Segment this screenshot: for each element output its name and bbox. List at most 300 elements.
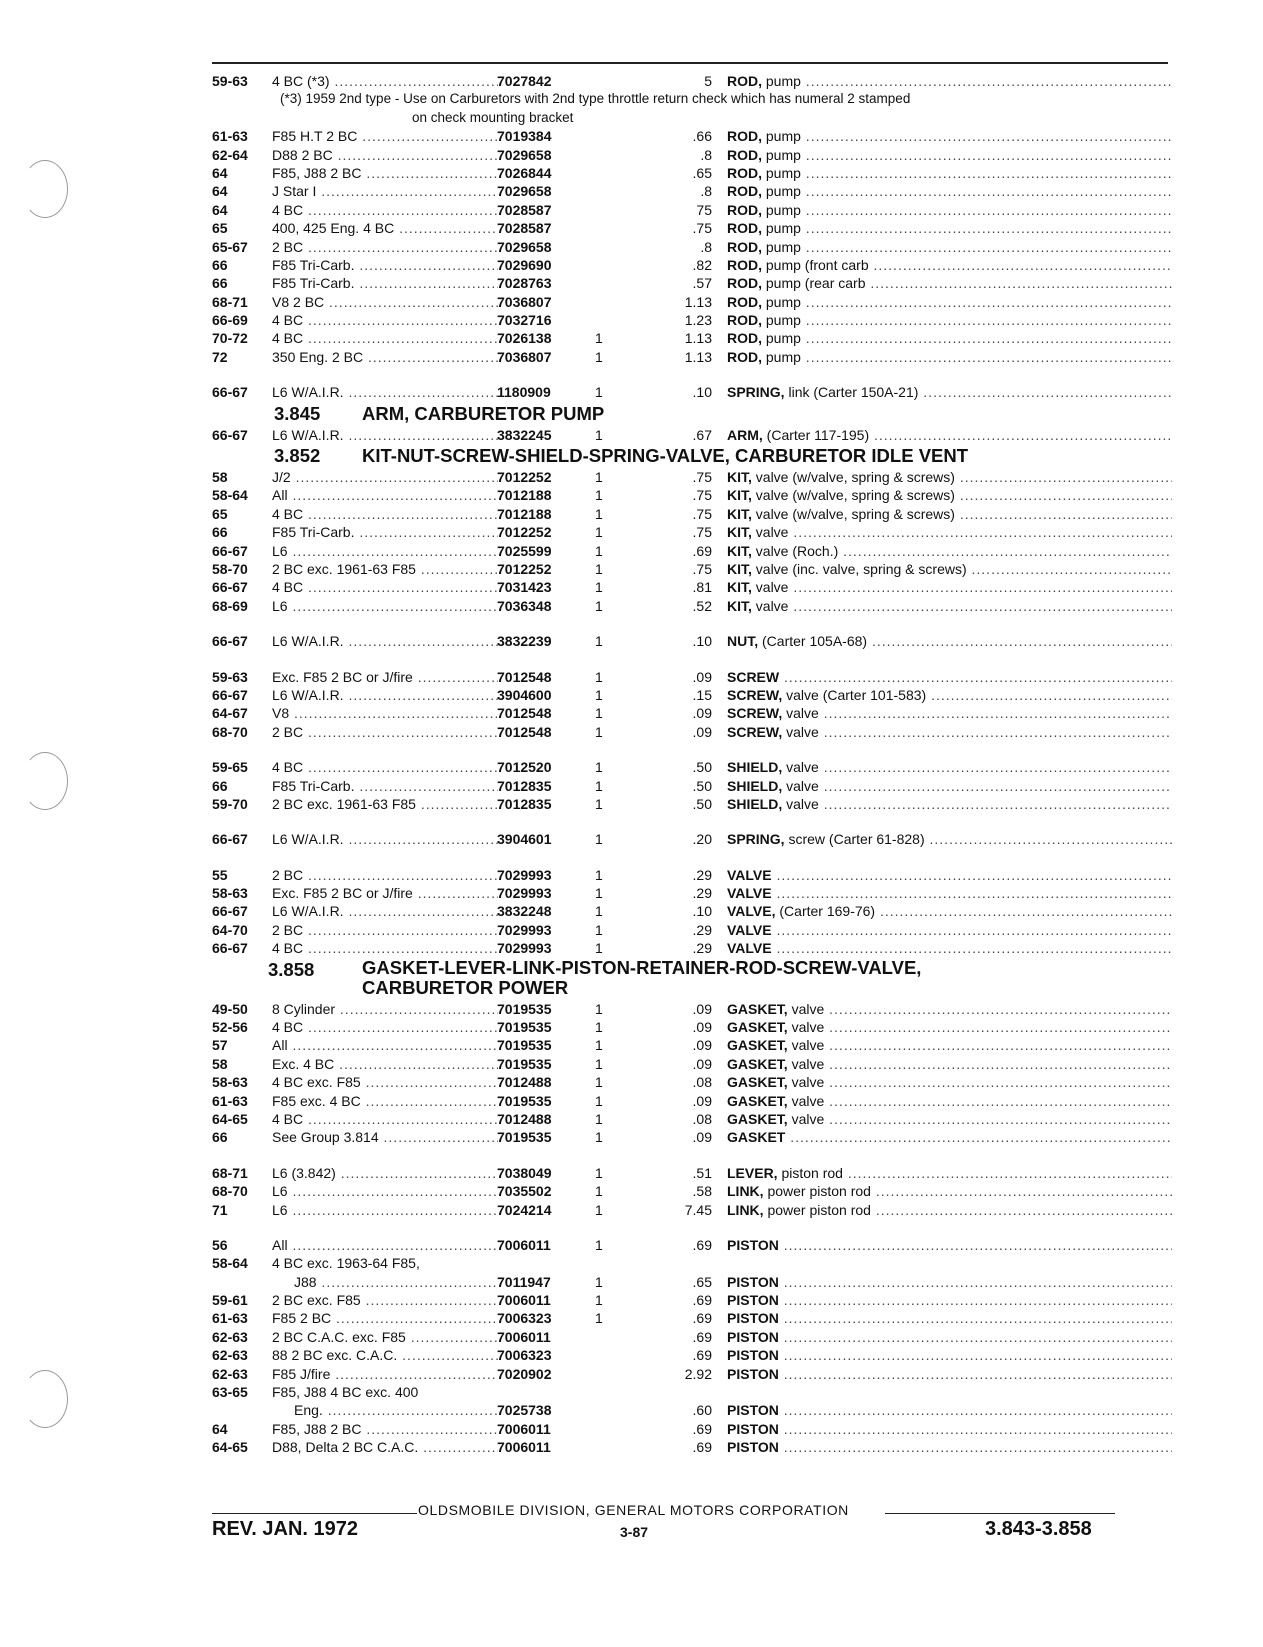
price: .29	[692, 866, 712, 883]
model-years: 66-67	[212, 384, 248, 401]
quantity: 1	[595, 921, 603, 938]
description	[727, 1365, 1172, 1383]
part-name: VALVE	[727, 885, 772, 902]
model-years: 65-67	[212, 238, 248, 255]
model-years: 71	[212, 1201, 228, 1218]
application: 2 BC C.A.C. exc. F85 .....	[272, 1328, 498, 1346]
description	[727, 329, 1172, 347]
rod-pump-group	[212, 72, 1172, 366]
part-row	[212, 1273, 1172, 1291]
description	[727, 1182, 1172, 1200]
part-name: GASKET,	[727, 1092, 788, 1109]
model-years: 62-63	[212, 1347, 248, 1364]
part-name: ROD,	[727, 312, 762, 329]
application: F85 Tri-Carb. .....	[272, 256, 498, 274]
part-number: 7020902	[497, 1365, 552, 1382]
part-row	[212, 795, 1172, 813]
description	[727, 468, 1172, 486]
part-number: 7029690	[497, 256, 552, 273]
application: Eng. .....	[272, 1401, 498, 1419]
part-row	[212, 1201, 1172, 1219]
part-row	[212, 1383, 1172, 1401]
model-years: 68-71	[212, 1164, 248, 1181]
price: .81	[692, 579, 712, 596]
part-number: 3832239	[497, 633, 552, 650]
application: J/2 .....	[272, 468, 498, 486]
description	[727, 939, 1172, 957]
model-years: 58-64	[212, 1255, 248, 1272]
part-row	[212, 866, 1172, 884]
part-row	[212, 578, 1172, 596]
model-years: 58-64	[212, 487, 248, 504]
part-name: PISTON	[727, 1310, 779, 1327]
model-years: 68-70	[212, 723, 248, 740]
model-years: 61-63	[212, 1310, 248, 1327]
application: F85, J88 2 BC .....	[272, 1420, 498, 1438]
part-row	[212, 686, 1172, 704]
application: 4 BC (*3) .....	[272, 72, 498, 90]
part-name: PISTON	[727, 1439, 779, 1456]
footer-corporation: OLDSMOBILE DIVISION, GENERAL MOTORS CORPORATION	[418, 1502, 849, 1518]
application: L6 W/A.I.R. .....	[272, 426, 498, 444]
price: 1.23	[684, 312, 712, 329]
application: 2 BC .....	[272, 723, 498, 741]
model-years: 66-69	[212, 312, 248, 329]
application: 4 BC .....	[272, 939, 498, 957]
punch-hole	[22, 1370, 68, 1428]
description	[727, 1000, 1172, 1018]
part-detail: power piston rod	[763, 1183, 871, 1200]
price: .09	[692, 723, 712, 740]
application: F85 Tri-Carb. .....	[272, 777, 498, 795]
price: .09	[692, 1037, 712, 1054]
part-number: 7024214	[497, 1201, 552, 1218]
part-name: ROD,	[727, 256, 762, 273]
model-years: 66	[212, 256, 228, 273]
price: .50	[692, 795, 712, 812]
footer-rule	[212, 1513, 417, 1514]
part-row	[212, 1420, 1172, 1438]
part-number: 7012835	[497, 795, 552, 812]
price: .8	[700, 183, 712, 200]
part-detail: pump	[762, 73, 801, 89]
price: .65	[692, 164, 712, 181]
price: .8	[700, 146, 712, 163]
part-name: VALVE	[727, 921, 772, 938]
part-number: 7035502	[497, 1183, 552, 1200]
part-row	[212, 293, 1172, 311]
part-row	[212, 238, 1172, 256]
price: 7.45	[684, 1201, 712, 1218]
nut-group	[212, 632, 1172, 650]
description	[727, 486, 1172, 504]
description	[727, 1291, 1172, 1309]
part-name: NUT,	[727, 633, 759, 650]
part-row	[212, 127, 1172, 145]
application: 350 Eng. 2 BC .....	[272, 348, 498, 366]
description	[727, 1328, 1172, 1346]
part-name: KIT,	[727, 542, 752, 559]
application: 4 BC exc. F85 .....	[272, 1073, 498, 1091]
model-years: 66-67	[212, 831, 248, 848]
part-detail: valve	[787, 1019, 825, 1036]
description	[727, 1018, 1172, 1036]
price: .69	[692, 1420, 712, 1437]
application: F85 Tri-Carb. .....	[272, 274, 498, 292]
application: 2 BC exc. 1961-63 F85 .....	[272, 560, 498, 578]
quantity: 1	[595, 668, 603, 685]
part-row	[212, 72, 1172, 90]
price: .29	[692, 940, 712, 957]
part-row	[212, 201, 1172, 219]
application: Exc. F85 2 BC or J/fire .....	[272, 884, 498, 902]
price: .82	[692, 256, 712, 273]
price: .09	[692, 1092, 712, 1109]
part-name: SHIELD,	[727, 795, 783, 812]
part-row	[212, 1164, 1172, 1182]
model-years: 66-67	[212, 903, 248, 920]
description	[727, 542, 1172, 560]
part-detail: pump	[762, 238, 801, 255]
price: .09	[692, 668, 712, 685]
part-detail: valve	[751, 597, 789, 614]
part-detail: pump	[762, 330, 801, 347]
description	[727, 1309, 1172, 1327]
part-detail: pump	[762, 312, 801, 329]
part-row	[212, 758, 1172, 776]
description	[727, 72, 1172, 90]
part-number: 7036348	[497, 597, 552, 614]
price: .66	[692, 128, 712, 145]
part-row	[212, 1254, 1172, 1272]
description	[727, 597, 1172, 615]
model-years: 59-70	[212, 795, 248, 812]
shield-group	[212, 758, 1172, 813]
part-name: PISTON	[727, 1420, 779, 1437]
quantity: 1	[595, 686, 603, 703]
quantity: 1	[595, 1092, 603, 1109]
part-name: PISTON	[727, 1328, 779, 1345]
screw-group	[212, 668, 1172, 742]
quantity: 1	[595, 1037, 603, 1054]
part-number: 7012488	[497, 1074, 552, 1091]
part-name: PISTON	[727, 1273, 779, 1290]
application: L6 W/A.I.R. .....	[272, 383, 498, 401]
part-name: ROD,	[727, 348, 762, 365]
part-row	[212, 146, 1172, 164]
application: L6 W/A.I.R. .....	[272, 686, 498, 704]
part-name: GASKET,	[727, 1055, 788, 1072]
part-number: 7006011	[497, 1236, 551, 1253]
price: .58	[692, 1183, 712, 1200]
description	[727, 1273, 1172, 1291]
part-name: SCREW,	[727, 705, 783, 722]
part-row	[212, 1309, 1172, 1327]
description	[727, 1164, 1172, 1182]
application: L6 .....	[272, 1201, 498, 1219]
model-years: 59-61	[212, 1292, 248, 1309]
application: 4 BC .....	[272, 1110, 498, 1128]
part-detail: valve	[787, 1037, 825, 1054]
part-row	[212, 468, 1172, 486]
application: 2 BC .....	[272, 238, 498, 256]
price: .09	[692, 1129, 712, 1146]
part-row	[212, 426, 1172, 444]
part-number: 7012488	[497, 1110, 552, 1127]
model-years: 57	[212, 1037, 228, 1054]
model-years: 66-67	[212, 542, 248, 559]
part-number: 7006011	[497, 1292, 551, 1309]
description	[727, 777, 1172, 795]
price: .8	[700, 238, 712, 255]
part-name: ROD,	[727, 238, 762, 255]
model-years: 66	[212, 1129, 228, 1146]
part-row	[212, 256, 1172, 274]
quantity: 1	[595, 1055, 603, 1072]
part-detail: valve	[751, 579, 789, 596]
part-number: 3904600	[497, 686, 552, 703]
footnote-line: (*3) 1959 2nd type - Use on Carburetors with 2nd type throttle return check which has numeral 2 stamped	[280, 91, 911, 107]
application: 8 Cylinder .....	[272, 1000, 498, 1018]
price: .60	[692, 1402, 712, 1419]
application: F85, J88 2 BC .....	[272, 164, 498, 182]
application: F85 exc. 4 BC .....	[272, 1092, 498, 1110]
application: D88, Delta 2 BC C.A.C. .....	[272, 1438, 498, 1456]
part-row	[212, 164, 1172, 182]
part-detail: valve	[782, 705, 819, 722]
description	[727, 1401, 1172, 1419]
model-years: 66-67	[212, 633, 248, 650]
part-name: ARM,	[727, 426, 763, 443]
model-years: 64	[212, 1420, 228, 1437]
part-row	[212, 505, 1172, 523]
part-number: 7027842	[497, 73, 552, 89]
price: .08	[692, 1074, 712, 1091]
valve-group	[212, 866, 1172, 958]
part-row	[212, 542, 1172, 560]
description	[727, 164, 1172, 182]
description	[727, 383, 1172, 401]
part-row	[212, 1073, 1172, 1091]
model-years: 58-63	[212, 885, 248, 902]
description	[727, 632, 1172, 650]
part-detail: link (Carter 150A-21)	[784, 384, 919, 401]
section-title: KIT-NUT-SCREW-SHIELD-SPRING-VALVE, CARBURETOR IDLE VENT	[362, 445, 969, 467]
price: .09	[692, 705, 712, 722]
part-number: 7012548	[497, 723, 552, 740]
part-number: 7012252	[497, 469, 552, 486]
quantity: 1	[595, 705, 603, 722]
application: L6 (3.842) .....	[272, 1164, 498, 1182]
section-title: ARM, CARBURETOR PUMP	[362, 402, 605, 424]
model-years: 64-65	[212, 1439, 248, 1456]
description	[727, 146, 1172, 164]
part-row	[212, 1128, 1172, 1146]
quantity: 1	[595, 777, 603, 794]
application: F85 H.T 2 BC .....	[272, 127, 498, 145]
part-name: ROD,	[727, 201, 762, 218]
part-number: 7006323	[497, 1347, 552, 1364]
application: D88 2 BC .....	[272, 146, 498, 164]
section-header-3-845	[212, 402, 1172, 426]
part-row	[212, 902, 1172, 920]
part-number: 7012548	[497, 668, 552, 685]
quantity: 1	[595, 505, 603, 522]
part-row	[212, 182, 1172, 200]
application: 4 BC .....	[272, 311, 498, 329]
application: Exc. 4 BC .....	[272, 1055, 498, 1073]
part-row	[212, 632, 1172, 650]
part-number: 7006011	[497, 1328, 551, 1345]
part-name: GASKET,	[727, 1000, 788, 1017]
part-detail: valve (w/valve, spring & screws)	[751, 505, 955, 522]
part-number: 7019535	[497, 1000, 552, 1017]
application: L6 W/A.I.R. .....	[272, 632, 498, 650]
description	[727, 1073, 1172, 1091]
part-detail: pump (rear carb	[762, 275, 866, 292]
description	[727, 884, 1172, 902]
part-row	[212, 704, 1172, 722]
description	[727, 1346, 1172, 1364]
description	[727, 902, 1172, 920]
part-row	[212, 939, 1172, 957]
quantity: 1	[595, 795, 603, 812]
model-years: 66	[212, 524, 228, 541]
part-row	[212, 1346, 1172, 1364]
description	[727, 723, 1172, 741]
quantity: 1	[595, 348, 603, 365]
model-years: 64	[212, 201, 228, 218]
section-title	[362, 958, 921, 998]
part-detail: valve (Carter 101-583)	[782, 686, 927, 703]
description	[727, 830, 1172, 848]
part-name: KIT,	[727, 560, 752, 577]
description	[727, 505, 1172, 523]
quantity: 1	[595, 597, 603, 614]
part-name: SHIELD,	[727, 759, 783, 776]
section-title-line-2: CARBURETOR POWER	[362, 976, 569, 998]
model-years: 64	[212, 164, 228, 181]
quantity: 1	[595, 1292, 603, 1309]
footer-rule	[885, 1513, 1115, 1514]
quantity: 1	[595, 1110, 603, 1127]
price: .75	[692, 560, 712, 577]
part-row	[212, 1092, 1172, 1110]
model-years: 62-63	[212, 1328, 248, 1345]
model-years: 61-63	[212, 128, 248, 145]
price: 1.13	[684, 348, 712, 365]
part-number: 7028587	[497, 201, 552, 218]
part-number: 7029993	[497, 885, 552, 902]
model-years: 56	[212, 1236, 228, 1253]
price: .69	[692, 1292, 712, 1309]
part-number: 7029993	[497, 940, 552, 957]
part-number: 7026138	[497, 330, 552, 347]
part-number: 7036807	[497, 348, 552, 365]
part-number: 7012252	[497, 524, 552, 541]
part-row	[212, 486, 1172, 504]
part-detail: valve (w/valve, spring & screws)	[751, 469, 955, 486]
price: .15	[692, 686, 712, 703]
description	[727, 1420, 1172, 1438]
arm-group	[212, 426, 1172, 444]
description	[727, 274, 1172, 292]
part-name: ROD,	[727, 220, 762, 237]
part-row	[212, 1401, 1172, 1419]
part-detail: valve (inc. valve, spring & screws)	[751, 560, 967, 577]
part-number: 3904601	[497, 831, 552, 848]
part-number: 7012520	[497, 759, 552, 776]
quantity: 1	[595, 1201, 603, 1218]
spring-screw-group	[212, 830, 1172, 848]
model-years: 58-70	[212, 560, 248, 577]
model-years: 52-56	[212, 1019, 248, 1036]
model-years: 59-65	[212, 759, 248, 776]
part-detail: power piston rod	[763, 1201, 871, 1218]
part-row	[212, 1000, 1172, 1018]
quantity: 1	[595, 1019, 603, 1036]
part-name: ROD,	[727, 128, 762, 145]
application: J88 .....	[272, 1273, 498, 1291]
model-years: 66	[212, 777, 228, 794]
model-years: 66	[212, 275, 228, 292]
part-number: 7028763	[497, 275, 552, 292]
part-detail: pump	[762, 293, 801, 310]
part-detail: pump	[762, 183, 801, 200]
part-detail: pump (front carb	[762, 256, 869, 273]
quantity: 1	[595, 469, 603, 486]
price: .08	[692, 1110, 712, 1127]
part-name: SHIELD,	[727, 777, 783, 794]
part-number: 7012188	[497, 505, 552, 522]
description	[727, 686, 1172, 704]
price: .69	[692, 1347, 712, 1364]
description	[727, 578, 1172, 596]
description	[727, 182, 1172, 200]
application: 2 BC exc. 1961-63 F85 .....	[272, 795, 498, 813]
description	[727, 1201, 1172, 1219]
section-number: 3.852	[274, 445, 321, 467]
quantity: 1	[595, 866, 603, 883]
model-years: 72	[212, 348, 228, 365]
price: .69	[692, 1328, 712, 1345]
group-range: 3.843-3.858	[985, 1518, 1092, 1540]
part-row	[212, 523, 1172, 541]
application: 4 BC .....	[272, 505, 498, 523]
price: 1.13	[684, 293, 712, 310]
part-detail: (Carter 169-76)	[775, 903, 876, 920]
application: 4 BC .....	[272, 578, 498, 596]
model-years: 59-63	[212, 668, 248, 685]
section-number: 3.858	[268, 958, 315, 980]
model-years: 62-64	[212, 146, 248, 163]
price: .20	[692, 831, 712, 848]
model-years: 68-69	[212, 597, 248, 614]
part-row	[212, 560, 1172, 578]
part-row	[212, 1182, 1172, 1200]
part-row	[212, 723, 1172, 741]
description	[727, 1236, 1172, 1254]
description	[727, 758, 1172, 776]
part-number: 7012252	[497, 560, 552, 577]
quantity: 1	[595, 1164, 603, 1181]
part-detail: pump	[762, 201, 801, 218]
part-detail: pump	[762, 164, 801, 181]
part-number: 7036807	[497, 293, 552, 310]
part-row	[212, 383, 1172, 401]
part-number: 7025738	[497, 1402, 552, 1419]
quantity: 1	[595, 1273, 603, 1290]
